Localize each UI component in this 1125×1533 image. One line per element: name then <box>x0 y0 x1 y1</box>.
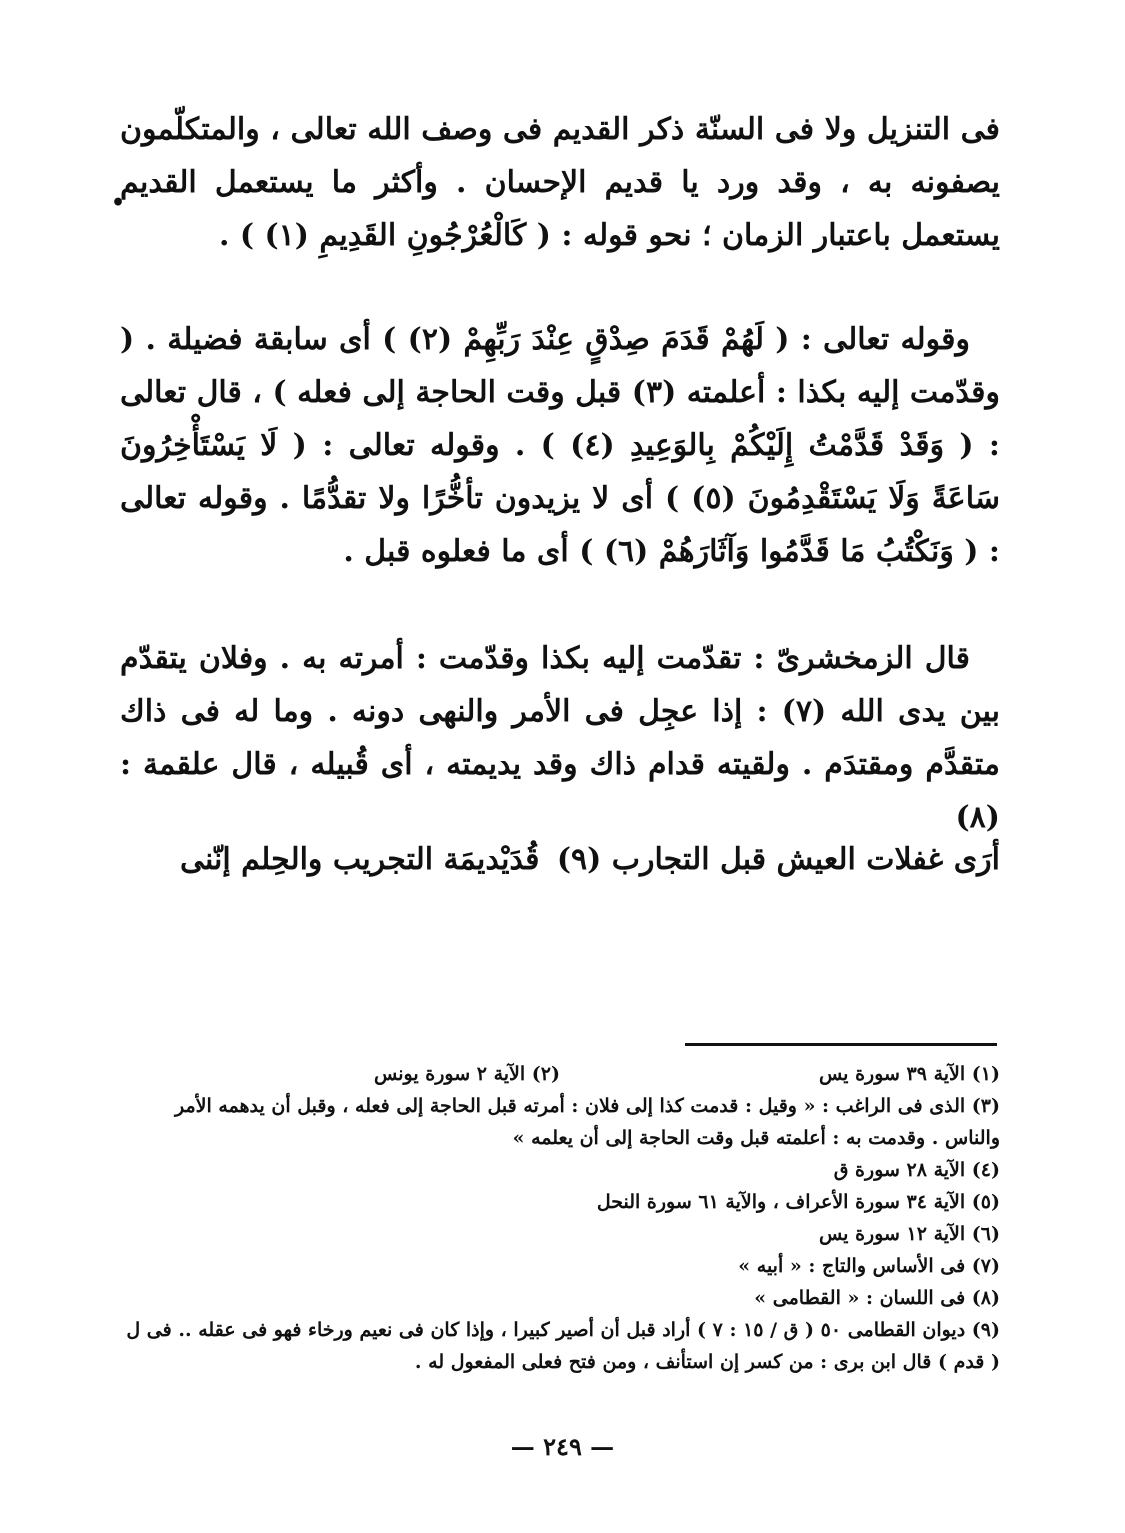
footnote-4: (٤) الآية ٢٨ سورة ق <box>833 1159 1000 1181</box>
footnote-row-1-2 <box>120 1058 1000 1090</box>
page-number: — ٢٤٩ — <box>510 1432 615 1461</box>
paragraph-1 <box>120 103 1000 262</box>
footnote-separator <box>685 1043 997 1046</box>
paragraph-1-text: فى التنزيل ولا فى السنّة ذكر القديم فى وصف الله تعالى ، والمتكلّمون يصفونه به ، وقد ورد يا قديم الإحسان . وأكثر ما يستعمل القديم يستعمل باعتبار الزمان ؛ نحو قوله : ( كَالْعُرْجُونِ القَدِيمِ (١) ) . <box>120 112 1000 253</box>
footnote-7: (٧) فى الأساس والتاج : « أبيه » <box>738 1255 1000 1277</box>
footnote-2: (٢) الآية ٢ سورة يونس <box>374 1063 560 1085</box>
footnote-3: (٣) الذى فى الراغب : « وقيل : قدمت كذا إلى فلان : أمرته قبل الحاجة إلى فعله ، وقبل أن يدهمه الأمر والناس . وقدمت به : أعلمته قبل وقت الحاجة إلى أن يعلمه » <box>174 1095 1000 1149</box>
paragraph-3 <box>120 632 1000 844</box>
verse-first-hemistich: أرَى غفلات العيش قبل التجارب (٩) <box>556 842 1000 877</box>
paragraph-3-text: قال الزمخشرىّ : تقدّمت إليه بكذا وقدّمت : أمرته به . وفلان يتقدّم بين يدى الله (٧) : إذا عجِل فى الأمر والنهى دونه . وما له فى ذاك متقدَّم ومقتدَم . ولقيته قدام ذاك وقد يديمته ، أى قُبيله ، قال علقمة : (٨) <box>120 641 1000 835</box>
footnotes <box>120 1058 1000 1378</box>
poetry-verse <box>180 835 1000 885</box>
footnote-5: (٥) الآية ٣٤ سورة الأعراف ، والآية ٦١ سورة النحل <box>596 1191 1000 1213</box>
footnote-8: (٨) فى اللسان : « القطامى » <box>754 1287 1000 1309</box>
paragraph-2 <box>120 313 1000 578</box>
footnote-9: (٩) ديوان القطامى ٥٠ ( ق / ١٥ : ٧ ) أراد قبل أن أصير كبيرا ، وإذا كان فى نعيم ورخاء فهو فى عقله .. فى ل ( قدم ) قال ابن برى : من كسر إن استأنف ، ومن فتح فعلى المفعول له . <box>126 1319 1000 1373</box>
verse-second-hemistich: قُدَيْديمَة التجريب والحِلم إنّنى <box>180 842 540 877</box>
paragraph-2-text: وقوله تعالى : ( لَهُمْ قَدَمَ صِدْقٍ عِنْدَ رَبِّهِمْ (٢) ) أى سابقة فضيلة . ( وقدّمت إليه بكذا : أعلمته (٣) قبل وقت الحاجة إلى فعله ) ، قال تعالى : ( وَقَدْ قَدَّمْتُ إِلَيْكُمْ بِالوَعِيدِ (٤) ) . وقوله تعالى : ( لَا يَسْتَأْخِرُونَ سَاعَةً وَلَا يَسْتَقْدِمُونَ (٥) ) أى لا يزيدون تأخُّرًا ولا تقدُّمًا . وقوله تعالى : ( وَنَكْتُبُ مَا قَدَّمُوا وَآثَارَهُمْ (٦) ) أى ما فعلوه قبل . <box>120 322 1000 569</box>
footnote-1: (١) الآية ٣٩ سورة يس <box>818 1063 1000 1085</box>
margin-mark: • <box>111 190 126 216</box>
footnote-6: (٦) الآية ١٢ سورة يس <box>818 1223 1000 1245</box>
